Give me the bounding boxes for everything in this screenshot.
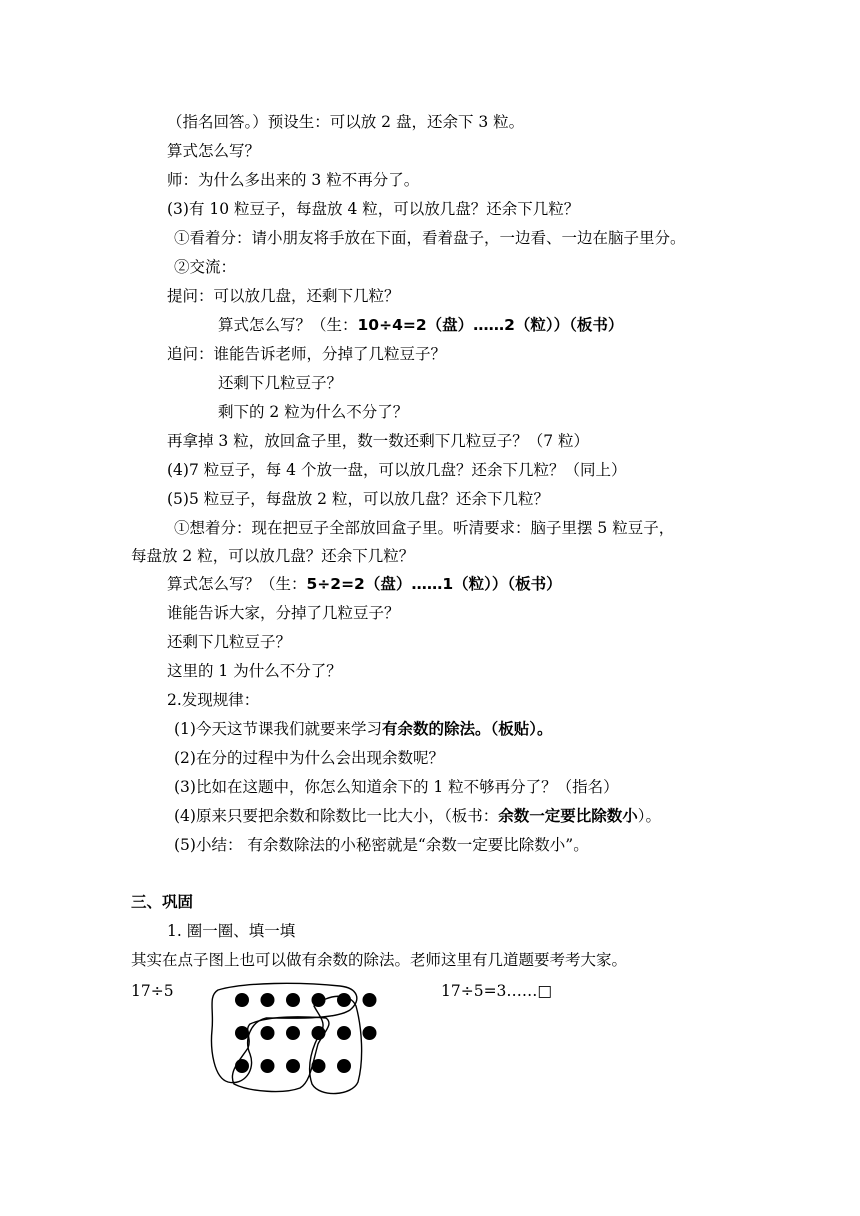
text-line: ②交流： xyxy=(174,258,237,276)
dot xyxy=(286,1059,300,1073)
text-line: 剩下的 2 粒为什么不分了？ xyxy=(218,403,409,421)
text-line: 算式怎么写？ xyxy=(167,142,261,160)
dot xyxy=(261,1026,275,1040)
text-line: （指名回答。）预设生：可以放 2 盘，还余下 3 粒。 xyxy=(167,113,525,131)
dot xyxy=(312,1059,326,1073)
dot xyxy=(235,993,249,1007)
dot xyxy=(235,1059,249,1073)
text-line: 2.发现规律： xyxy=(167,691,260,709)
dot xyxy=(363,993,377,1007)
text-line: 每盘放 2 粒，可以放几盘？还余下几粒？ xyxy=(131,547,415,565)
text-line: (1)今天这节课我们就要来学习有余数的除法。（板贴）。 xyxy=(174,720,553,738)
text-line: (4)7 粒豆子，每 4 个放一盘，可以放几盘？还余下几粒？（同上） xyxy=(167,461,627,479)
dot xyxy=(312,1026,326,1040)
dot xyxy=(286,1026,300,1040)
text-line: (5)5 粒豆子，每盘放 2 粒，可以放几盘？还余下几粒？ xyxy=(167,490,549,508)
group-loop-1 xyxy=(212,983,357,1082)
dot xyxy=(363,1026,377,1040)
text-line: 追问：谁能告诉老师，分掉了几粒豆子？ xyxy=(167,345,447,363)
text-line: 师：为什么多出来的 3 粒不再分了。 xyxy=(167,171,420,189)
text-line: 算式怎么写？（生：5÷2=2（盘）……1（粒））（板书） xyxy=(167,575,562,593)
text-line: (3)有 10 粒豆子，每盘放 4 粒，可以放几盘？还余下几粒？ xyxy=(167,200,580,218)
text-line: 还剩下几粒豆子？ xyxy=(218,374,343,392)
text-line: (3)比如在这题中，你怎么知道余下的 1 粒不够再分了？（指名） xyxy=(174,778,619,796)
text-line: 这里的 1 为什么不分了？ xyxy=(167,662,342,680)
text-line: 谁能告诉大家，分掉了几粒豆子？ xyxy=(167,604,400,622)
section-heading: 三、巩固 xyxy=(131,893,194,911)
text-line: (5)小结： 有余数除法的小秘密就是“余数一定要比除数小”。 xyxy=(174,836,589,854)
dot xyxy=(235,1026,249,1040)
text-line: 还剩下几粒豆子？ xyxy=(167,633,292,651)
text-line: 提问：可以放几盘，还剩下几粒？ xyxy=(167,287,400,305)
text-line: (2)在分的过程中为什么会出现余数呢？ xyxy=(174,749,444,767)
text-line: 1. 圈一圈、填一填 xyxy=(167,922,296,940)
exercise-left-label: 17÷5 xyxy=(131,982,174,1000)
dot xyxy=(286,993,300,1007)
exercise-right-label: 17÷5=3……□ xyxy=(441,982,553,1000)
dot xyxy=(261,993,275,1007)
text-line: 算式怎么写？（生：10÷4=2（盘）……2（粒））（板书） xyxy=(218,316,624,334)
dot xyxy=(337,1059,351,1073)
dot xyxy=(337,1026,351,1040)
text-line: ①想着分：现在把豆子全部放回盒子里。听清要求：脑子里摆 5 粒豆子， xyxy=(174,519,675,537)
text-line: 再拿掉 3 粒，放回盒子里，数一数还剩下几粒豆子？（7 粒） xyxy=(167,432,590,450)
dot xyxy=(337,993,351,1007)
text-line: 其实在点子图上也可以做有余数的除法。老师这里有几道题要考考大家。 xyxy=(131,951,628,969)
text-line: (4)原来只要把余数和除数比一比大小，（板书：余数一定要比除数小）。 xyxy=(174,807,661,825)
dot xyxy=(261,1059,275,1073)
dot xyxy=(312,993,326,1007)
text-line: ①看着分：请小朋友将手放在下面，看着盘子，一边看、一边在脑子里分。 xyxy=(174,229,686,247)
